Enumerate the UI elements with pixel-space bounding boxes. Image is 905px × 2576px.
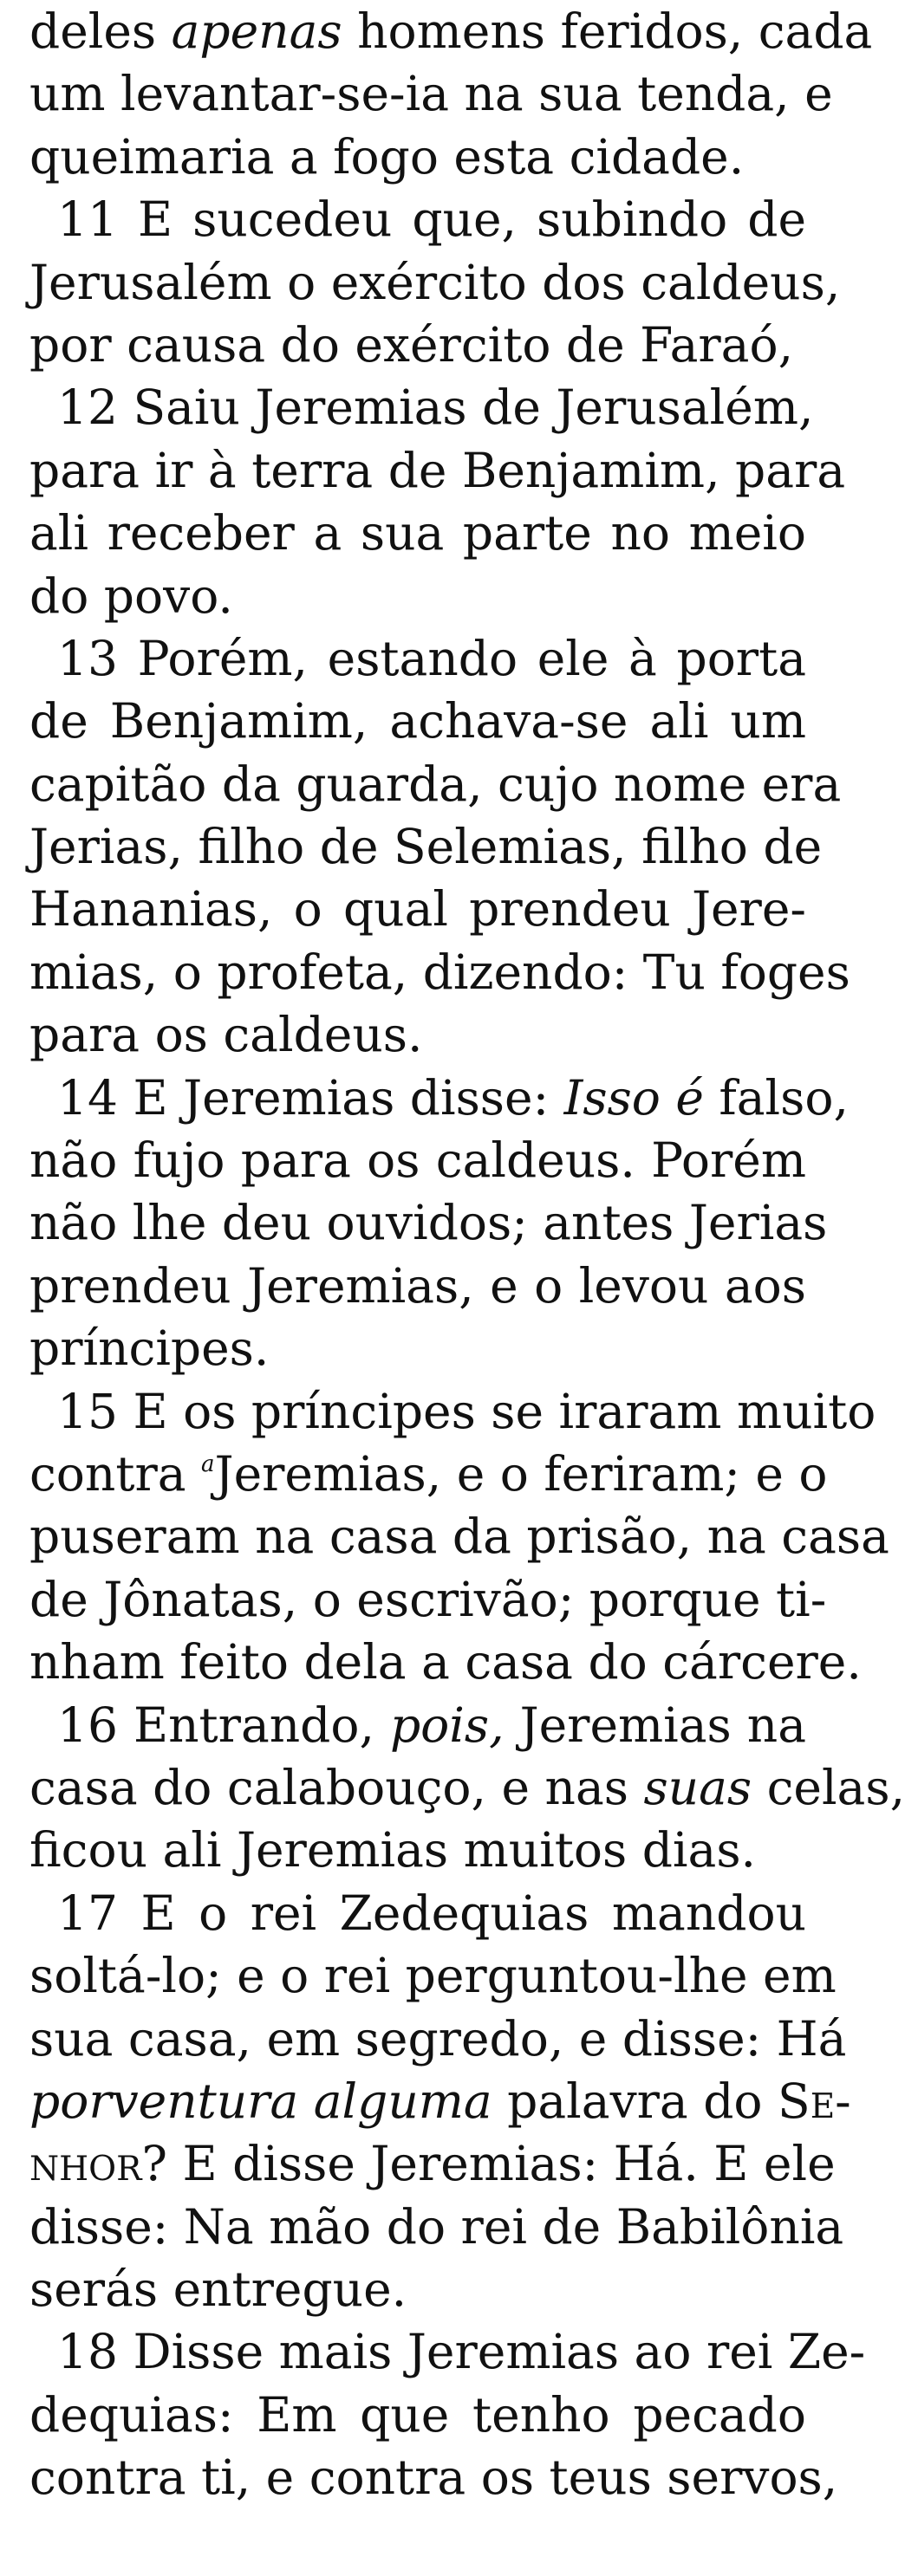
scripture-page — [29, 0, 905, 2509]
text-span: 16 Entrando, — [57, 1697, 390, 1753]
verse-17-start — [29, 1882, 806, 1944]
text-line — [29, 0, 873, 62]
text-span: 18 Disse mais Jeremias ao rei Ze- — [57, 2324, 866, 2380]
text-span: Jeremias na — [504, 1697, 806, 1753]
text-span: Jerias, filho de Selemias, filho de — [29, 819, 823, 875]
text-line — [29, 1129, 806, 1191]
text-line — [29, 1191, 828, 1254]
verse-14-start — [29, 1067, 849, 1129]
text-span: Jerusalém o exército dos caldeus, — [29, 254, 841, 310]
text-span: casa do calabouço, e nas — [29, 1759, 644, 1815]
text-line — [29, 1003, 806, 1066]
text-line — [29, 2258, 806, 2320]
text-line — [29, 314, 806, 376]
text-line — [29, 1944, 837, 2007]
text-span: ? E disse Jeremias: Há. E ele — [141, 2136, 836, 2192]
text-span: do povo. — [29, 568, 233, 624]
text-line — [29, 1756, 905, 1819]
text-line — [29, 2196, 844, 2258]
text-line — [29, 1568, 827, 1631]
text-span: 14 E Jeremias disse: — [57, 1069, 564, 1126]
text-span: não lhe deu ouvidos; antes Jerias — [29, 1195, 828, 1251]
text-line — [29, 1505, 889, 1567]
text-span: capitão da guarda, cujo nome era — [29, 756, 842, 812]
text-line — [29, 1255, 806, 1317]
text-line — [29, 126, 806, 188]
text-span: 15 E os príncipes se iraram muito — [57, 1383, 876, 1439]
text-line — [29, 815, 823, 878]
verse-15-start — [29, 1380, 876, 1443]
text-span: Hananias, o qual prendeu Jere- — [29, 881, 806, 938]
verse-18-start — [29, 2320, 866, 2383]
text-span: de Benjamim, achava-se ali um — [29, 693, 806, 749]
text-line — [29, 2446, 838, 2508]
text-span: não fujo para os caldeus. Porém — [29, 1132, 806, 1189]
text-span: nham feito dela a casa do cárcere. — [29, 1634, 862, 1690]
italic-span: apenas — [171, 3, 342, 59]
text-line — [29, 878, 806, 940]
text-line — [29, 1631, 862, 1693]
text-line — [29, 2008, 847, 2070]
text-span: sua casa, em segredo, e disse: Há — [29, 2010, 847, 2067]
text-span: para ir à terra de Benjamim, para — [29, 442, 846, 498]
italic-span: pois, — [389, 1697, 505, 1753]
text-span: deles — [29, 3, 172, 59]
text-span: celas, — [752, 1759, 905, 1815]
text-span: ali receber a sua parte no meio — [29, 505, 806, 561]
small-caps-span: nhor — [29, 2136, 142, 2192]
italic-span: porventura alguma — [29, 2073, 492, 2129]
italic-span: Isso é — [563, 1069, 704, 1126]
verse-16-start — [29, 1694, 806, 1756]
text-span: contra ti, e contra os teus servos, — [29, 2449, 838, 2506]
text-span: falso, — [703, 1069, 849, 1126]
text-line — [29, 439, 846, 502]
small-caps-span: Se- — [778, 2073, 851, 2129]
text-line — [29, 753, 842, 815]
text-span: 11 E sucedeu que, subindo de — [57, 191, 806, 248]
text-span: disse: Na mão do rei de Babilônia — [29, 2198, 844, 2255]
text-span: um levantar-se-ia na sua tenda, e — [29, 66, 833, 122]
text-span: mias, o profeta, dizendo: Tu foges — [29, 944, 850, 1000]
text-line — [29, 62, 833, 125]
text-line — [29, 690, 806, 752]
text-line — [29, 1443, 828, 1505]
text-span: queimaria a fogo esta cidade. — [29, 128, 745, 185]
text-span: ficou ali Jeremias muitos dias. — [29, 1822, 757, 1878]
text-span: prendeu Jeremias, e o levou aos — [29, 1257, 806, 1314]
text-span: serás entregue. — [29, 2261, 407, 2318]
text-span: contra — [29, 1445, 202, 1502]
text-line — [29, 251, 841, 314]
text-span: palavra do — [492, 2073, 778, 2129]
text-span: dequias: Em que tenho pecado — [29, 2386, 806, 2443]
text-span: soltá-lo; e o rei perguntou-lhe em — [29, 1948, 837, 2004]
text-span: 17 E o rei Zedequias mandou — [57, 1885, 806, 1941]
text-span: puseram na casa da prisão, na casa — [29, 1509, 889, 1565]
text-line — [29, 2132, 836, 2195]
text-span: príncipes. — [29, 1320, 270, 1377]
text-span: para os caldeus. — [29, 1007, 423, 1063]
text-line — [29, 1317, 806, 1379]
text-line — [29, 2070, 851, 2132]
text-line — [29, 941, 850, 1003]
italic-span: suas — [643, 1759, 752, 1815]
footnote-marker[interactable]: a — [201, 1450, 215, 1477]
text-span: por causa do exército de Faraó, — [29, 316, 794, 373]
text-line — [29, 2384, 806, 2446]
text-span: homens feridos, cada — [342, 3, 873, 59]
verse-12-start — [29, 376, 814, 438]
verse-13-start — [29, 627, 806, 690]
text-span: Jeremias, e o feriram; e o — [214, 1445, 828, 1502]
text-span: de Jônatas, o escrivão; porque ti- — [29, 1571, 827, 1627]
text-span: 13 Porém, estando ele à porta — [57, 630, 806, 686]
text-line — [29, 502, 806, 564]
text-line — [29, 1819, 806, 1881]
text-span: 12 Saiu Jeremias de Jerusalém, — [57, 380, 814, 436]
verse-11-start — [29, 188, 806, 250]
text-line — [29, 565, 806, 627]
